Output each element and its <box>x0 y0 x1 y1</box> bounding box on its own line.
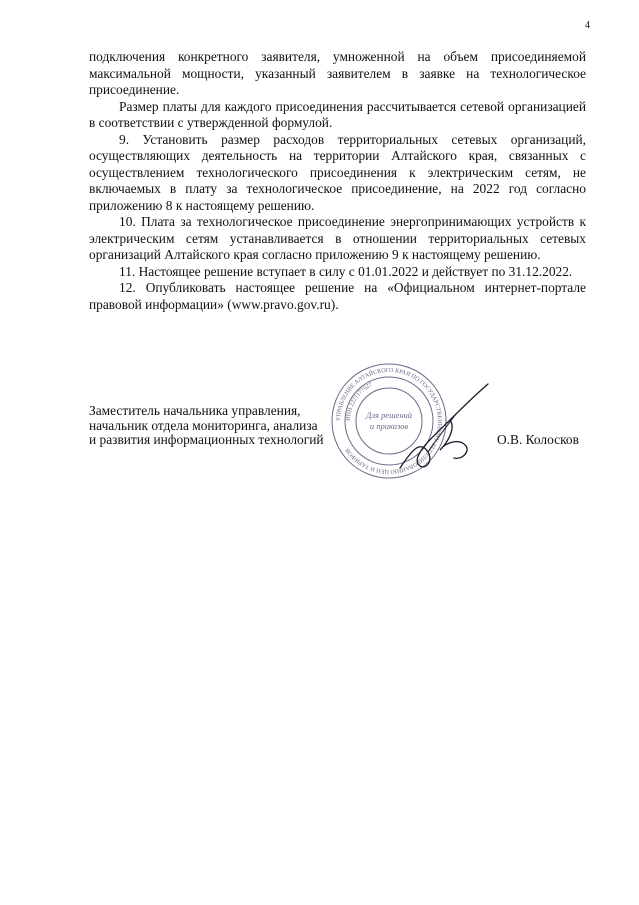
paragraph-item-12: 12. Опубликовать настоящее решение на «Официальном интернет-портале правовой информации» (www.pravo.gov.ru). <box>89 280 586 312</box>
signatory-name: О.В. Колосков <box>497 432 579 447</box>
signatory-title <box>89 404 324 448</box>
paragraph-item-10: 10. Плата за технологическое присоединение энергопринимающих устройств к электрическим сетям устанавливается в отношении территориальных сетевых организаций Алтайского края согласно приложению 9 к настоящему решению. <box>89 214 586 262</box>
page-number: 4 <box>585 20 590 31</box>
stamp-center-text: и приказов <box>369 421 409 431</box>
signatory-title-line: начальник отдела мониторинга, анализа <box>89 417 318 433</box>
document-body <box>89 49 586 313</box>
paragraph-continuation: подключения конкретного заявителя, умноженной на объем присоединяемой максимальной мощности, указанный заявителем в заявке на технологическое присоединение. <box>89 49 586 97</box>
signatory-title-line: Заместитель начальника управления, <box>89 403 301 418</box>
stamp-inn-text: ИНН 2221177627 <box>345 381 374 422</box>
paragraph-item-11: 11. Настоящее решение вступает в силу с 01.01.2022 и действует по 31.12.2022. <box>119 263 573 279</box>
paragraph-fee-size: Размер платы для каждого присоединения рассчитывается сетевой организацией в соответствии с утвержденной формулой. <box>89 98 586 130</box>
stamp-ring-text: УПРАВЛЕНИЕ АЛТАЙСКОГО КРАЯ ПО ГОСУДАРСТВЕННОМУ РЕГУЛИРОВАНИЮ ЦЕН И ТАРИФОВ <box>335 367 443 475</box>
handwritten-signature-icon <box>390 380 500 480</box>
paragraph-item-9: 9. Установить размер расходов территориальных сетевых организаций, осуществляющих деятельность на территории Алтайского края, связанных с осуществлением технологического присоединения к электрическим сетям, не включаемых в плату за технологическое присоединение, на 2022 год согласно приложению 8 к настоящему решению. <box>89 131 586 213</box>
signatory-title-line: и развития информационных технологий <box>89 432 324 447</box>
stamp-center-text: Для решений <box>365 410 413 420</box>
